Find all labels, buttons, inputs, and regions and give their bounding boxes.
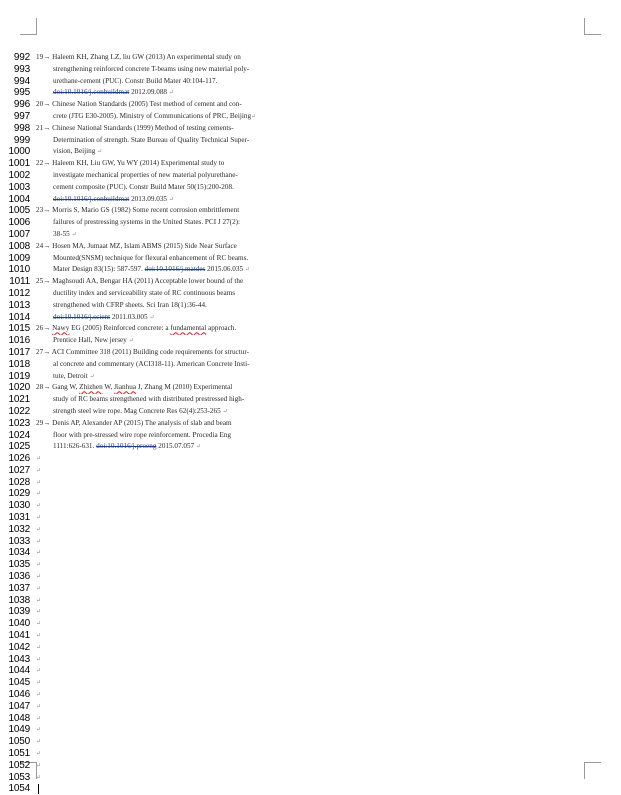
line-number: 1004 <box>8 193 30 205</box>
reference-text: investigate mechanical properties of new material polyurethane- <box>53 170 238 179</box>
reference-text: Prentice Hall, New jersey <box>53 336 129 345</box>
reference-line[interactable] <box>36 146 288 158</box>
paragraph-mark-icon: ↵ <box>89 373 95 380</box>
line-number: 1041 <box>8 630 30 642</box>
empty-paragraph[interactable] <box>36 713 288 725</box>
empty-paragraph[interactable] <box>36 748 288 760</box>
reference-number: 21→ <box>36 123 53 132</box>
line-number: 994 <box>13 75 30 87</box>
crop-mark-bottom-right <box>584 762 601 779</box>
paragraph-mark-icon: ↵ <box>71 231 77 238</box>
empty-paragraph[interactable] <box>36 630 288 642</box>
reference-line[interactable] <box>36 111 288 123</box>
empty-paragraph[interactable] <box>36 477 288 489</box>
reference-line[interactable] <box>36 123 288 135</box>
reference-line[interactable] <box>36 52 288 64</box>
line-number: 1046 <box>8 689 30 701</box>
reference-list[interactable] <box>36 52 288 795</box>
paragraph-mark-icon: ↵ <box>222 408 228 415</box>
reference-text: 2013.09.035 <box>129 194 169 203</box>
spellcheck-flagged-word: fundamental <box>170 324 207 333</box>
reference-text: Haleem KH, Zhang LZ, liu GW (2013) An experimental study on <box>52 53 241 61</box>
paragraph-mark-icon: ↵ <box>195 444 201 451</box>
paragraph-mark-icon: ↵ <box>36 633 42 640</box>
paragraph-mark-icon: ↵ <box>36 727 42 734</box>
empty-paragraph[interactable] <box>36 606 288 618</box>
spellcheck-flagged-word: Jianhua <box>114 383 137 392</box>
crop-mark-top-right <box>584 18 601 35</box>
line-number: 1040 <box>8 618 30 630</box>
reference-text: tute, Detroit <box>53 371 90 380</box>
reference-line[interactable] <box>36 229 288 241</box>
reference-number: 25→ <box>36 277 53 286</box>
reference-text: Mater Design 83(15): 587-597. <box>53 265 145 274</box>
reference-line[interactable] <box>36 76 288 88</box>
reference-number: 23→ <box>36 206 53 215</box>
reference-text: Maghsoudi AA, Bengar HA (2011) Acceptable lower bound of the <box>52 277 244 286</box>
reference-text: W, <box>102 383 115 392</box>
reference-number: 24→ <box>36 241 53 250</box>
reference-number: 28→ <box>36 383 53 392</box>
reference-text: Chinese Nation Standards (2005) Test method of cement and con- <box>52 100 242 109</box>
line-number: 1047 <box>8 700 30 712</box>
reference-line[interactable] <box>36 135 288 147</box>
doi-link-text: doi:10.1016/j.conbuildmat <box>53 194 130 203</box>
empty-paragraph[interactable] <box>36 618 288 630</box>
line-number: 1026 <box>8 453 30 465</box>
reference-text: Mounted(SNSM) technique for flexural enhancement of RC beams. <box>53 253 249 262</box>
reference-text: Hosen MA, Jumaat MZ, Islam ABMS (2015) Side Near Surface <box>52 241 237 250</box>
reference-text: failures of prestressing systems in the United States. PCI J 27(2): <box>53 218 241 227</box>
line-number: 999 <box>13 134 30 146</box>
reference-text: floor with pre-stressed wire rope reinforcement. Procedia Eng <box>53 430 232 439</box>
empty-paragraph[interactable] <box>36 559 288 571</box>
line-number: 1042 <box>8 641 30 653</box>
line-number: 1029 <box>8 488 30 500</box>
reference-number: 20→ <box>36 100 53 109</box>
empty-paragraph[interactable] <box>36 724 288 736</box>
line-number: 1020 <box>8 382 30 394</box>
paragraph-mark-icon: ↵ <box>36 703 42 710</box>
empty-paragraph[interactable] <box>36 642 288 654</box>
spellcheck-flagged-word: Zhizhen <box>79 383 103 392</box>
reference-text: vision, Beijing <box>53 147 98 156</box>
reference-number: 19→ <box>36 53 53 61</box>
reference-line[interactable] <box>36 347 288 359</box>
paragraph-mark-icon: ↵ <box>36 680 42 687</box>
empty-paragraph[interactable] <box>36 689 288 701</box>
line-number: 1007 <box>8 228 30 240</box>
line-number: 1012 <box>8 287 30 299</box>
reference-number: 22→ <box>36 159 53 168</box>
reference-text: 2015.07.057 <box>156 442 196 451</box>
line-number: 1001 <box>8 158 30 170</box>
paragraph-mark-icon: ↵ <box>36 491 42 498</box>
reference-line[interactable] <box>36 430 288 442</box>
reference-text: study of RC beams strengthened with distributed prestressed high- <box>53 395 245 404</box>
line-number: 1015 <box>8 323 30 335</box>
line-number: 1005 <box>8 205 30 217</box>
reference-line[interactable] <box>36 264 288 276</box>
line-number: 1002 <box>8 169 30 181</box>
reference-line[interactable] <box>36 241 288 253</box>
doi-link-text: doi:10.1016/j.conbuildmat <box>53 88 130 97</box>
line-number: 1000 <box>8 146 30 158</box>
line-number: 1043 <box>8 653 30 665</box>
line-number: 1017 <box>8 346 30 358</box>
empty-paragraph[interactable] <box>36 677 288 689</box>
empty-paragraph[interactable] <box>36 736 288 748</box>
reference-line[interactable] <box>36 205 288 217</box>
reference-text: urethane-cement (PUC). Constr Build Mater 40:104-117. <box>53 76 218 85</box>
empty-paragraph[interactable] <box>36 583 288 595</box>
line-number: 1030 <box>8 500 30 512</box>
line-number: 1031 <box>8 512 30 524</box>
reference-text: Chinese National Standards (1999) Method of testing cements- <box>52 123 234 132</box>
empty-paragraph[interactable] <box>36 665 288 677</box>
reference-text: strengthened with CFRP sheets. Sci Iran 18(1):36-44. <box>53 300 207 309</box>
line-number: 1039 <box>8 606 30 618</box>
line-number: 1018 <box>8 358 30 370</box>
line-number: 1036 <box>8 571 30 583</box>
paragraph-mark-icon: ↵ <box>36 774 42 781</box>
reference-number: 26→ <box>36 324 53 333</box>
empty-paragraph[interactable] <box>36 571 288 583</box>
line-number: 1037 <box>8 582 30 594</box>
line-number: 996 <box>13 99 30 111</box>
line-number: 1048 <box>8 712 30 724</box>
doi-link-text: doi:10.1016/j.proeng <box>96 442 157 451</box>
reference-line[interactable] <box>36 194 288 206</box>
line-number: 1009 <box>8 252 30 264</box>
empty-paragraph[interactable] <box>36 512 288 524</box>
line-number: 1013 <box>8 299 30 311</box>
line-number: 1011 <box>9 276 30 288</box>
reference-line[interactable] <box>36 253 288 265</box>
line-number: 1054 <box>8 783 30 795</box>
line-number: 1023 <box>8 417 30 429</box>
reference-line[interactable] <box>36 441 288 453</box>
paragraph-mark-icon: ↵ <box>168 196 174 203</box>
line-number: 1010 <box>8 264 30 276</box>
reference-line[interactable] <box>36 406 288 418</box>
reference-text: ACI Committee 318 (2011) Building code requirements for structur- <box>51 347 249 356</box>
empty-paragraph[interactable] <box>36 536 288 548</box>
text-cursor <box>38 784 39 794</box>
reference-text: Denis AP, Alexander AP (2015) The analysis of slab and beam <box>52 418 232 427</box>
line-number: 1045 <box>8 677 30 689</box>
empty-paragraph[interactable] <box>36 595 288 607</box>
paragraph-mark-icon: ↵ <box>36 668 42 675</box>
line-number: 1033 <box>8 535 30 547</box>
reference-line[interactable] <box>36 170 288 182</box>
line-number: 1028 <box>8 476 30 488</box>
paragraph-mark-icon: ↵ <box>36 739 42 746</box>
line-number: 1051 <box>8 748 30 760</box>
line-number: 1044 <box>8 665 30 677</box>
reference-text: Gang W, <box>52 383 80 392</box>
paragraph-mark-icon: ↵ <box>36 751 42 758</box>
doi-link-text: doi:10.1016/j.scient <box>53 312 111 321</box>
paragraph-mark-icon: ↵ <box>36 656 42 663</box>
line-number: 992 <box>13 52 30 63</box>
reference-line[interactable] <box>36 87 288 99</box>
paragraph-mark-icon: ↵ <box>36 762 42 769</box>
reference-line[interactable] <box>36 312 288 324</box>
reference-text: al concrete and commentary (ACI318-11). American Concrete Insti- <box>53 359 250 368</box>
line-number: 993 <box>13 63 30 75</box>
line-number: 1006 <box>8 217 30 229</box>
line-number: 1008 <box>8 240 30 252</box>
line-number: 1034 <box>8 547 30 559</box>
paragraph-mark-icon: ↵ <box>36 562 42 569</box>
line-number: 1014 <box>8 311 30 323</box>
reference-number: 29→ <box>36 418 53 427</box>
paragraph-mark-icon: ↵ <box>36 585 42 592</box>
reference-line[interactable] <box>36 335 288 347</box>
reference-text: crete (JTG E30-2005). Ministry of Communications of PRC, Beijing <box>53 111 252 120</box>
paragraph-mark-icon: ↵ <box>128 338 134 345</box>
paragraph-mark-icon: ↵ <box>97 149 103 156</box>
reference-text: EG (2005) Reinforced concrete: a <box>69 324 171 333</box>
reference-line[interactable] <box>36 394 288 406</box>
reference-line[interactable] <box>36 288 288 300</box>
line-number: 1003 <box>8 181 30 193</box>
reference-text: 1111:626-631. <box>53 442 97 451</box>
empty-paragraph[interactable] <box>36 524 288 536</box>
line-number: 1035 <box>8 559 30 571</box>
paragraph-mark-icon: ↵ <box>36 538 42 545</box>
paragraph-mark-icon: ↵ <box>36 692 42 699</box>
reference-number: 27→ <box>36 347 52 356</box>
doi-link-text: doi:10.1016/j.matdes <box>144 265 206 274</box>
paragraph-mark-icon: ↵ <box>36 597 42 604</box>
reference-text: strength steel wire rope. Mag Concrete Res 62(4):253-265 <box>53 406 223 415</box>
reference-line[interactable] <box>36 182 288 194</box>
reference-line[interactable] <box>36 217 288 229</box>
reference-text: ductility index and serviceability state of RC continuous beams <box>53 288 236 297</box>
paragraph-mark-icon: ↵ <box>36 644 42 651</box>
empty-paragraph[interactable] <box>36 783 288 795</box>
paragraph-mark-icon: ↵ <box>244 267 250 274</box>
reference-line[interactable] <box>36 382 288 394</box>
line-number: 1038 <box>8 594 30 606</box>
reference-text: Morris S, Mario GS (1982) Some recent corrosion embrittlement <box>52 206 240 215</box>
empty-paragraph[interactable] <box>36 453 288 465</box>
reference-text: cement composite (PUC). Constr Build Mater 50(15):200-208. <box>53 182 234 191</box>
reference-line[interactable] <box>36 99 288 111</box>
reference-line[interactable] <box>36 276 288 288</box>
empty-paragraph[interactable] <box>36 654 288 666</box>
paragraph-mark-icon: ↵ <box>36 550 42 557</box>
reference-text: approach. <box>206 324 237 333</box>
empty-paragraph[interactable] <box>36 547 288 559</box>
reference-line[interactable] <box>36 418 288 430</box>
paragraph-mark-icon: ↵ <box>36 503 42 510</box>
line-number: 998 <box>13 122 30 134</box>
crop-mark-top-left <box>20 18 37 35</box>
reference-line[interactable] <box>36 359 288 371</box>
reference-text: 38-55 <box>53 229 72 238</box>
reference-line[interactable] <box>36 371 288 383</box>
paragraph-mark-icon: ↵ <box>168 90 174 97</box>
reference-text: J, Zhang M (2010) Experimental <box>136 383 233 392</box>
paragraph-mark-icon: ↵ <box>149 314 155 321</box>
paragraph-mark-icon: ↵ <box>36 715 42 722</box>
reference-line[interactable] <box>36 64 288 76</box>
reference-line[interactable] <box>36 300 288 312</box>
paragraph-mark-icon: ↵ <box>251 113 257 120</box>
line-number: 997 <box>13 110 30 122</box>
line-number: 1024 <box>8 429 30 441</box>
reference-text: 2011.03.005 <box>110 312 150 321</box>
line-number: 1022 <box>8 405 30 417</box>
reference-text: Determination of strength. State Bureau of Quality Technical Super- <box>53 135 250 144</box>
paragraph-mark-icon: ↵ <box>36 574 42 581</box>
empty-paragraph[interactable] <box>36 465 288 477</box>
empty-paragraph[interactable] <box>36 701 288 713</box>
reference-text: 2015.06.035 <box>205 265 245 274</box>
reference-text: 2012.09.088 <box>129 88 169 97</box>
spellcheck-flagged-word: Nawy <box>52 324 70 333</box>
line-number: 995 <box>13 87 30 99</box>
reference-text: Haleem KH, Liu GW, Yu WY (2014) Experimental study to <box>52 159 225 168</box>
empty-paragraph[interactable] <box>36 488 288 500</box>
paragraph-mark-icon: ↵ <box>36 609 42 616</box>
line-number: 1021 <box>8 394 30 406</box>
reference-text: strengthening reinforced concrete T-beams using new material poly- <box>53 64 250 73</box>
empty-paragraph[interactable] <box>36 760 288 772</box>
line-number: 1027 <box>8 464 30 476</box>
paragraph-mark-icon: ↵ <box>36 456 42 463</box>
line-number: 1053 <box>8 771 30 783</box>
empty-paragraph[interactable] <box>36 500 288 512</box>
line-number: 1052 <box>8 759 30 771</box>
paragraph-mark-icon: ↵ <box>36 526 42 533</box>
paragraph-mark-icon: ↵ <box>36 515 42 522</box>
reference-line[interactable] <box>36 158 288 170</box>
line-number: 1049 <box>8 724 30 736</box>
paragraph-mark-icon: ↵ <box>36 479 42 486</box>
reference-line[interactable] <box>36 323 288 335</box>
line-number: 1019 <box>8 370 30 382</box>
line-number: 1032 <box>8 523 30 535</box>
line-number: 1016 <box>8 335 30 347</box>
line-number: 1025 <box>8 441 30 453</box>
line-number: 1050 <box>8 736 30 748</box>
paragraph-mark-icon: ↵ <box>36 621 42 628</box>
line-number-gutter <box>6 52 30 795</box>
paragraph-mark-icon: ↵ <box>36 467 42 474</box>
